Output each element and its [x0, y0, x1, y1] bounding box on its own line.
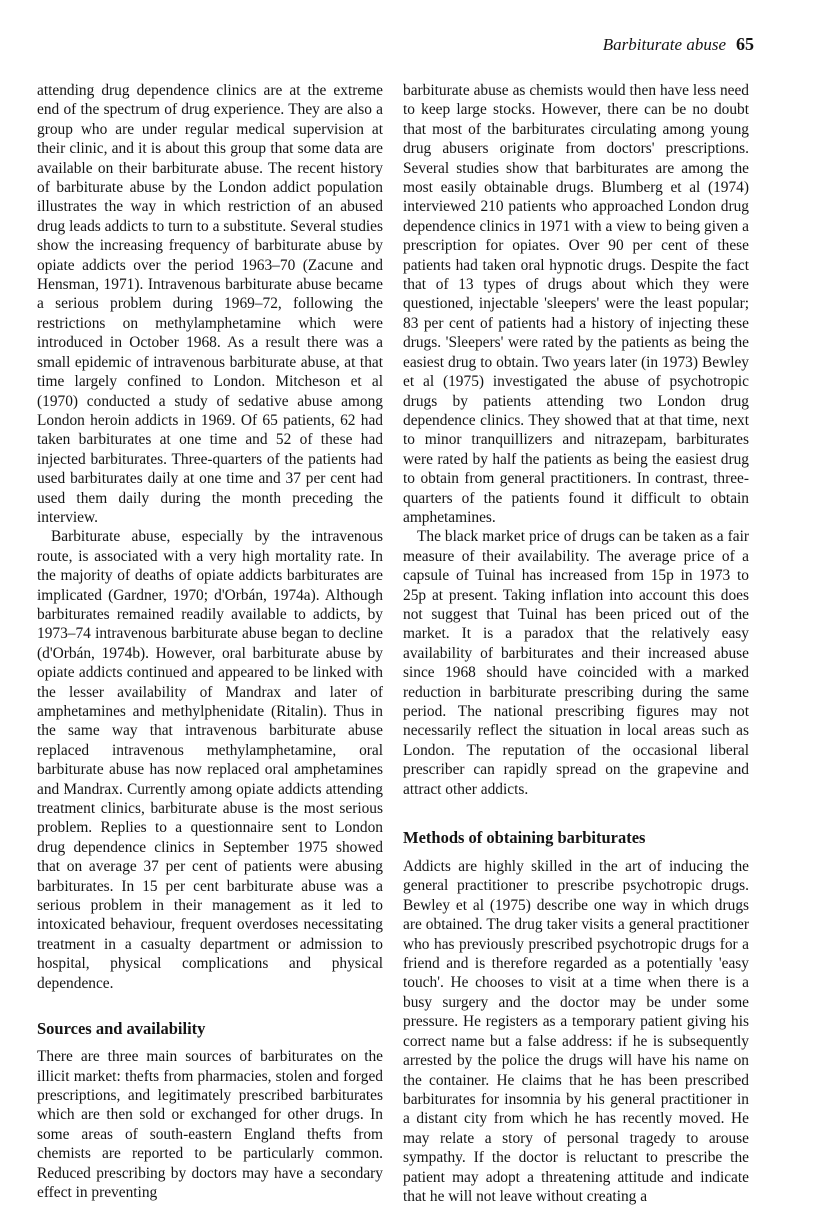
running-head: [603, 34, 754, 55]
section-heading-methods: Methods of obtaining barbiturates: [403, 828, 646, 848]
right-paragraph-1: barbiturate abuse as chemists would then have less need to keep large stocks. However, there can be no doubt that most of the barbiturates circulating among young drug abusers originate from doctors' prescriptions. Several studies show that barbiturates are among the most easily obtainable drugs. Blumberg et al (1974) interviewed 210 patients who approached London drug dependence clinics in 1971 with a view to being given a prescription for opiates. Over 90 per cent of these patients had taken oral hypnotic drugs. Despite the fact that of 13 types of drugs about which they were questioned, injectable 'sleepers' were the least popular; 83 per cent of patients had a history of injecting these drugs. 'Sleepers' were rated by the patients as being the easiest drug to obtain. Two years later (in 1973) Bewley et al (1975) investigated the abuse of psychotropic drugs by patients attending two London drug dependence clinics. They showed that at that time, next to minor tranquillizers and nitrazepam, barbiturates were rated by half the patients as being the easiest drug to obtain from general practitioners. In contrast, three-quarters of the patients found it difficult to obtain amphetamines.: [403, 82, 749, 526]
page-number: 65: [736, 34, 754, 54]
left-paragraph-3: There are three main sources of barbiturates on the illicit market: thefts from pharmacies, stolen and forged prescriptions, and legitimately prescribed barbiturates which are then sold or exchanged for other drugs. In some areas of south-eastern England thefts from chemists are reported to be particularly common. Reduced prescribing by doctors may have a secondary effect in preventing: [37, 1048, 383, 1201]
running-head-title: Barbiturate abuse: [602, 35, 726, 54]
left-paragraph-1: attending drug dependence clinics are at the extreme end of the spectrum of drug experience. They are also a group who are under regular medical supervision at their clinic, and it is about this group that some data are available on their barbiturate abuse. The recent history of barbiturate abuse by the London addict population illustrates the way in which restriction of an abused drug leads addicts to turn to a substitute. Several studies show the increasing frequency of barbiturate abuse by opiate addicts over the period 1963–70 (Zacune and Hensman, 1971). Intravenous barbiturate abuse became a serious problem during 1969–72, following the restrictions on methylamphetamine which were introduced in October 1968. As a result there was a small epidemic of intravenous barbiturate abuse, at that time largely confined to London. Mitcheson et al (1970) conducted a study of sedative abuse among London heroin addicts in 1969. Of 65 patients, 62 had taken barbiturates at one time and 52 of these had injected barbiturates. Three-quarters of the patients had used barbiturates daily at one time and 37 per cent had used them daily during the month preceding the interview.: [37, 82, 383, 526]
right-column: [403, 81, 749, 1206]
section-heading-sources: Sources and availability: [37, 1019, 206, 1039]
right-paragraph-3: Addicts are highly skilled in the art of inducing the general practitioner to prescribe psychotropic drugs. Bewley et al (1975) describe one way in which drugs are obtained. The drug taker visits a general practitioner who has previously prescribed psychotropic drugs for a friend and is therefore regarded as a potentially 'easy touch'. He chooses to visit at a time when there is a busy surgery and the doctor may be under some pressure. He registers as a temporary patient giving his correct name but a false address: if he is subsequently arrested by the police the drugs will have his name on the container. He claims that he has been prescribed barbiturates for insomnia by his general practitioner in a distant city from which he has recently moved. He may relate a story of personal tragedy to arouse sympathy. If the doctor is reluctant to prescribe the patient may adopt a threatening attitude and indicate that he will not leave without creating a: [403, 858, 749, 1205]
right-paragraph-2: The black market price of drugs can be taken as a fair measure of their availability. The average price of a capsule of Tuinal has increased from 15p in 1973 to 25p at present. Taking inflation into account this does not suggest that Tuinal has been priced out of the market. It is a paradox that the relatively easy availability of barbiturates and their increased abuse since 1968 should have coincided with a marked reduction in barbiturate prescribing during the same period. The national prescribing figures may not necessarily reflect the situation in local areas such as London. The reputation of the occasional liberal prescriber can rapidly spread on the grapevine and attract other addicts.: [403, 528, 749, 798]
left-column: [37, 81, 383, 1202]
left-paragraph-2: Barbiturate abuse, especially by the intravenous route, is associated with a very high mortality rate. In the majority of deaths of opiate addicts barbiturates are implicated (Gardner, 1970; d'Orbán, 1974a). Although barbiturates remained readily available to addicts, by 1973–74 intravenous barbiturate abuse began to decline (d'Orbán, 1974b). However, oral barbiturate abuse by opiate addicts continued and appeared to be linked with the lesser availability of Mandrax and later of amphetamines and methylphenidate (Ritalin). Thus in the same way that intravenous barbiturate abuse replaced intravenous methylamphetamine, oral barbiturate abuse has now replaced oral amphetamines and Mandrax. Currently among opiate addicts attending treatment clinics, barbiturate abuse is the most serious problem. Replies to a questionnaire sent to London drug dependence clinics in September 1975 showed that on average 37 per cent of patients were abusing barbiturates. In 15 per cent barbiturate abuse was a serious problem in their management as it led to intoxicated behaviour, frequent overdoses necessitating treatment in a casualty department or admission to hospital, physical complications and physical dependence.: [37, 528, 383, 992]
